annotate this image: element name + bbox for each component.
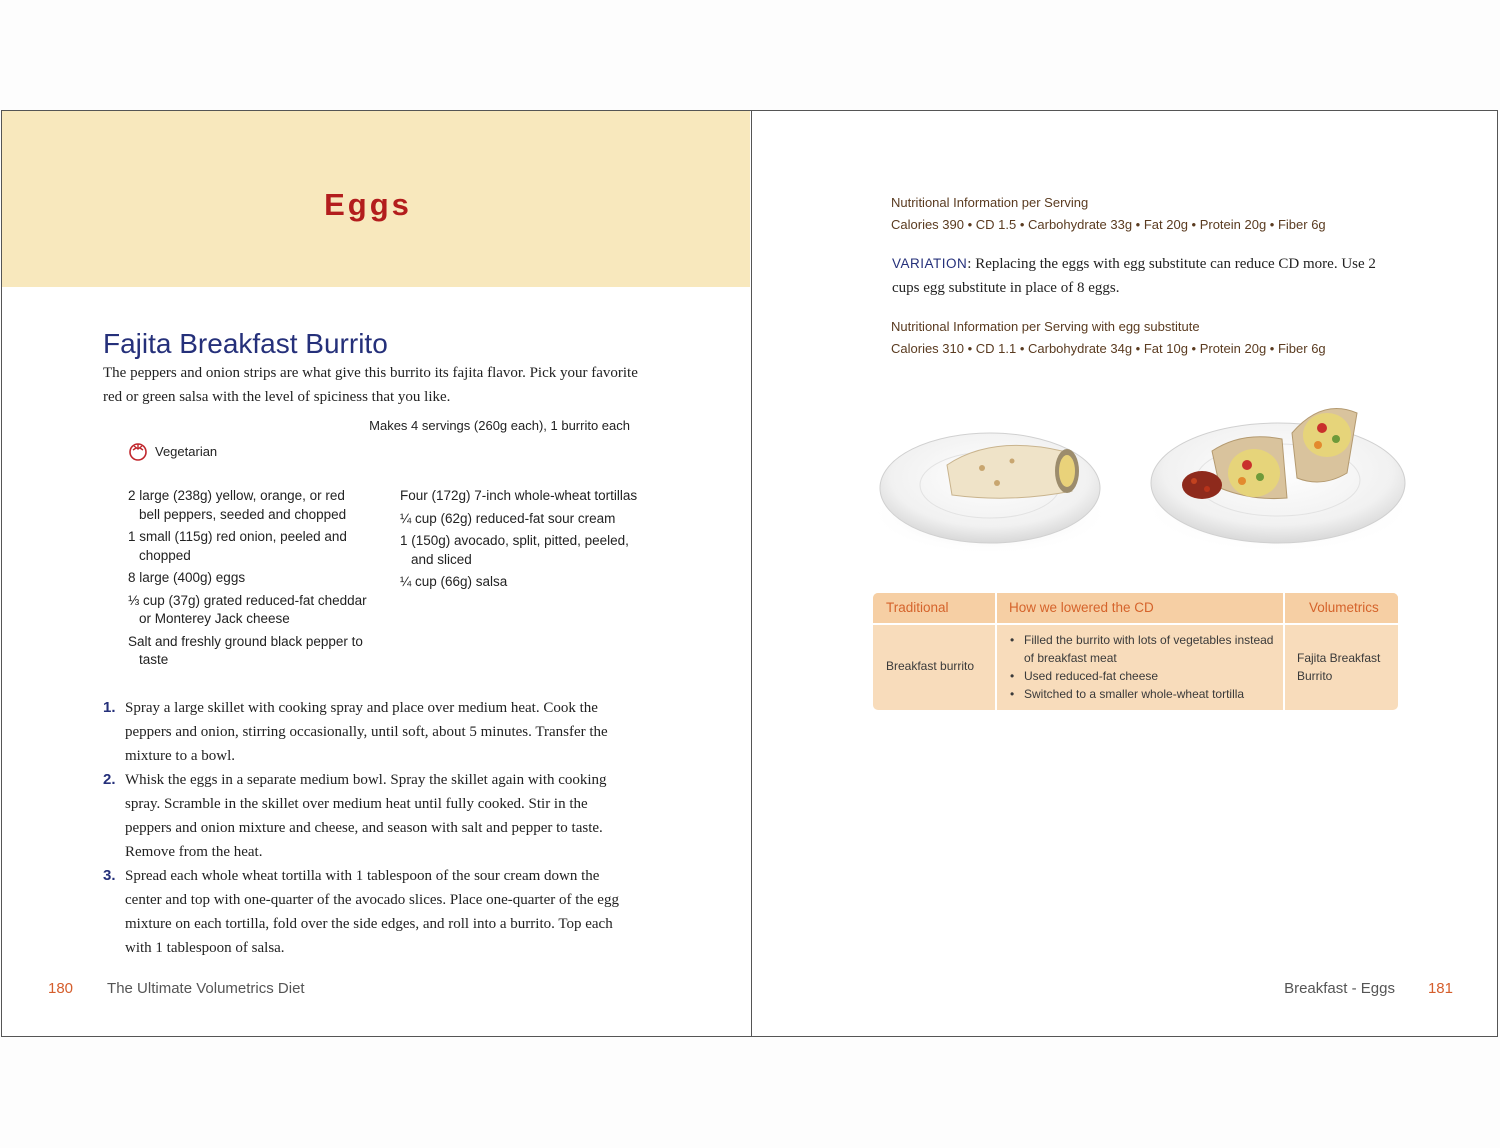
ingredient-item: Salt and freshly ground black pepper to taste <box>128 633 363 667</box>
book-title: The Ultimate Volumetrics Diet <box>107 980 305 997</box>
step-text: Spread each whole wheat tortilla with 1 tablespoon of the sour cream down the center and top with one-quarter of the avocado slices. Place one-quarter of the egg mixture on each tortilla, fold over the side edges, and roll into a burrito. Top each with 1 tablespoon of salsa. <box>125 868 619 956</box>
change-item: • Filled the burrito with lots of vegetables instead of breakfast meat <box>1009 631 1279 667</box>
book-spread <box>1 110 1498 1037</box>
burrito-photo <box>842 373 1442 573</box>
step-text: Whisk the eggs in a separate medium bowl. Spray the skillet again with cooking spray. Scramble in the skillet over medium heat until fully cooked. Stir in the peppers and onion mixture and cheese, and season with salt and pepper to taste. Remove from the heat. <box>125 772 607 860</box>
section-title: Breakfast - Eggs <box>1284 980 1395 997</box>
table-divider <box>873 623 1398 625</box>
step-text: Spray a large skillet with cooking spray and place over medium heat. Cook the peppers and onion, stirring occasionally, until soft, about 5 minutes. Transfer the mixture to a bowl. <box>125 700 608 764</box>
diet-tag-label: Vegetarian <box>155 443 218 459</box>
left-folio <box>48 980 305 997</box>
table-divider <box>995 593 997 710</box>
vegetarian-tag <box>128 441 217 461</box>
traditional-cell: Breakfast burrito <box>886 659 975 673</box>
nutrition-label: Nutritional Information per Serving <box>891 195 1089 210</box>
header-traditional: Traditional <box>886 600 949 615</box>
recipe-steps <box>103 696 628 960</box>
variation-text: Replacing the eggs with egg substitute can reduce CD more. Use 2 cups egg substitute in place of 8 eggs. <box>892 256 1376 296</box>
chapter-title: Eggs <box>324 187 412 222</box>
ingredient-item: ¼ cup (62g) reduced-fat sour cream <box>400 510 616 526</box>
chapter-header-band <box>2 111 750 287</box>
recipe-step <box>103 696 628 768</box>
header-how-lowered: How we lowered the CD <box>1009 600 1154 615</box>
ingredient-item: Four (172g) 7-inch whole-wheat tortillas <box>400 488 638 503</box>
nutrition-values-substitute: Calories 310 • CD 1.1 • Carbohydrate 34g • Fat 10g • Protein 20g • Fiber 6g <box>891 341 1326 356</box>
changes-cell <box>1009 631 1279 703</box>
recipe-step <box>103 768 628 864</box>
ingredient-item: 1 (150g) avocado, split, pitted, peeled, and sliced <box>400 533 629 567</box>
step-number: 3. <box>103 867 116 884</box>
table-divider <box>1283 593 1285 710</box>
cd-comparison-table <box>873 593 1398 710</box>
ingredient-item: 2 large (238g) yellow, orange, or red bell peppers, seeded and chopped <box>128 488 347 522</box>
change-item: • Switched to a smaller whole-wheat tortilla <box>1009 685 1279 703</box>
ingredients-left-column <box>128 487 368 674</box>
nutrition-values: Calories 390 • CD 1.5 • Carbohydrate 33g • Fat 20g • Protein 20g • Fiber 6g <box>891 217 1326 232</box>
volumetrics-cell: Fajita Breakfast Burrito <box>1297 651 1381 683</box>
page-number: 180 <box>48 980 74 997</box>
ingredient-item: 1 small (115g) red onion, peeled and chopped <box>128 529 347 563</box>
page-gutter <box>751 111 752 1036</box>
header-volumetrics: Volumetrics <box>1309 600 1379 615</box>
ingredient-item: 8 large (400g) eggs <box>128 570 246 585</box>
recipe-title: Fajita Breakfast Burrito <box>103 328 388 359</box>
table-header-row <box>873 593 1398 623</box>
variation-note: VARIATION: Replacing the eggs with egg substitute can reduce CD more. Use 2 cups egg substitute in place of 8 eggs. <box>892 256 1376 296</box>
ingredient-item: ⅓ cup (37g) grated reduced-fat cheddar or Monterey Jack cheese <box>128 592 367 626</box>
page-number: 181 <box>1427 980 1453 997</box>
recipe-step <box>103 864 628 960</box>
recipe-yield: Makes 4 servings (260g each), 1 burrito each <box>369 418 630 433</box>
recipe-intro: The peppers and onion strips are what give this burrito its fajita flavor. Pick your favorite red or green salsa with the level of spiciness that you like. <box>103 365 638 405</box>
tomato-icon <box>128 441 148 461</box>
nutrition-label-substitute: Nutritional Information per Serving with egg substitute <box>891 319 1200 334</box>
step-number: 1. <box>103 699 116 716</box>
ingredients-right-column <box>400 487 640 596</box>
ingredient-item: ¼ cup (66g) salsa <box>400 574 508 589</box>
step-number: 2. <box>103 771 116 788</box>
right-folio <box>1284 980 1453 997</box>
change-item: • Used reduced-fat cheese <box>1009 667 1279 685</box>
variation-label: VARIATION <box>892 256 968 271</box>
